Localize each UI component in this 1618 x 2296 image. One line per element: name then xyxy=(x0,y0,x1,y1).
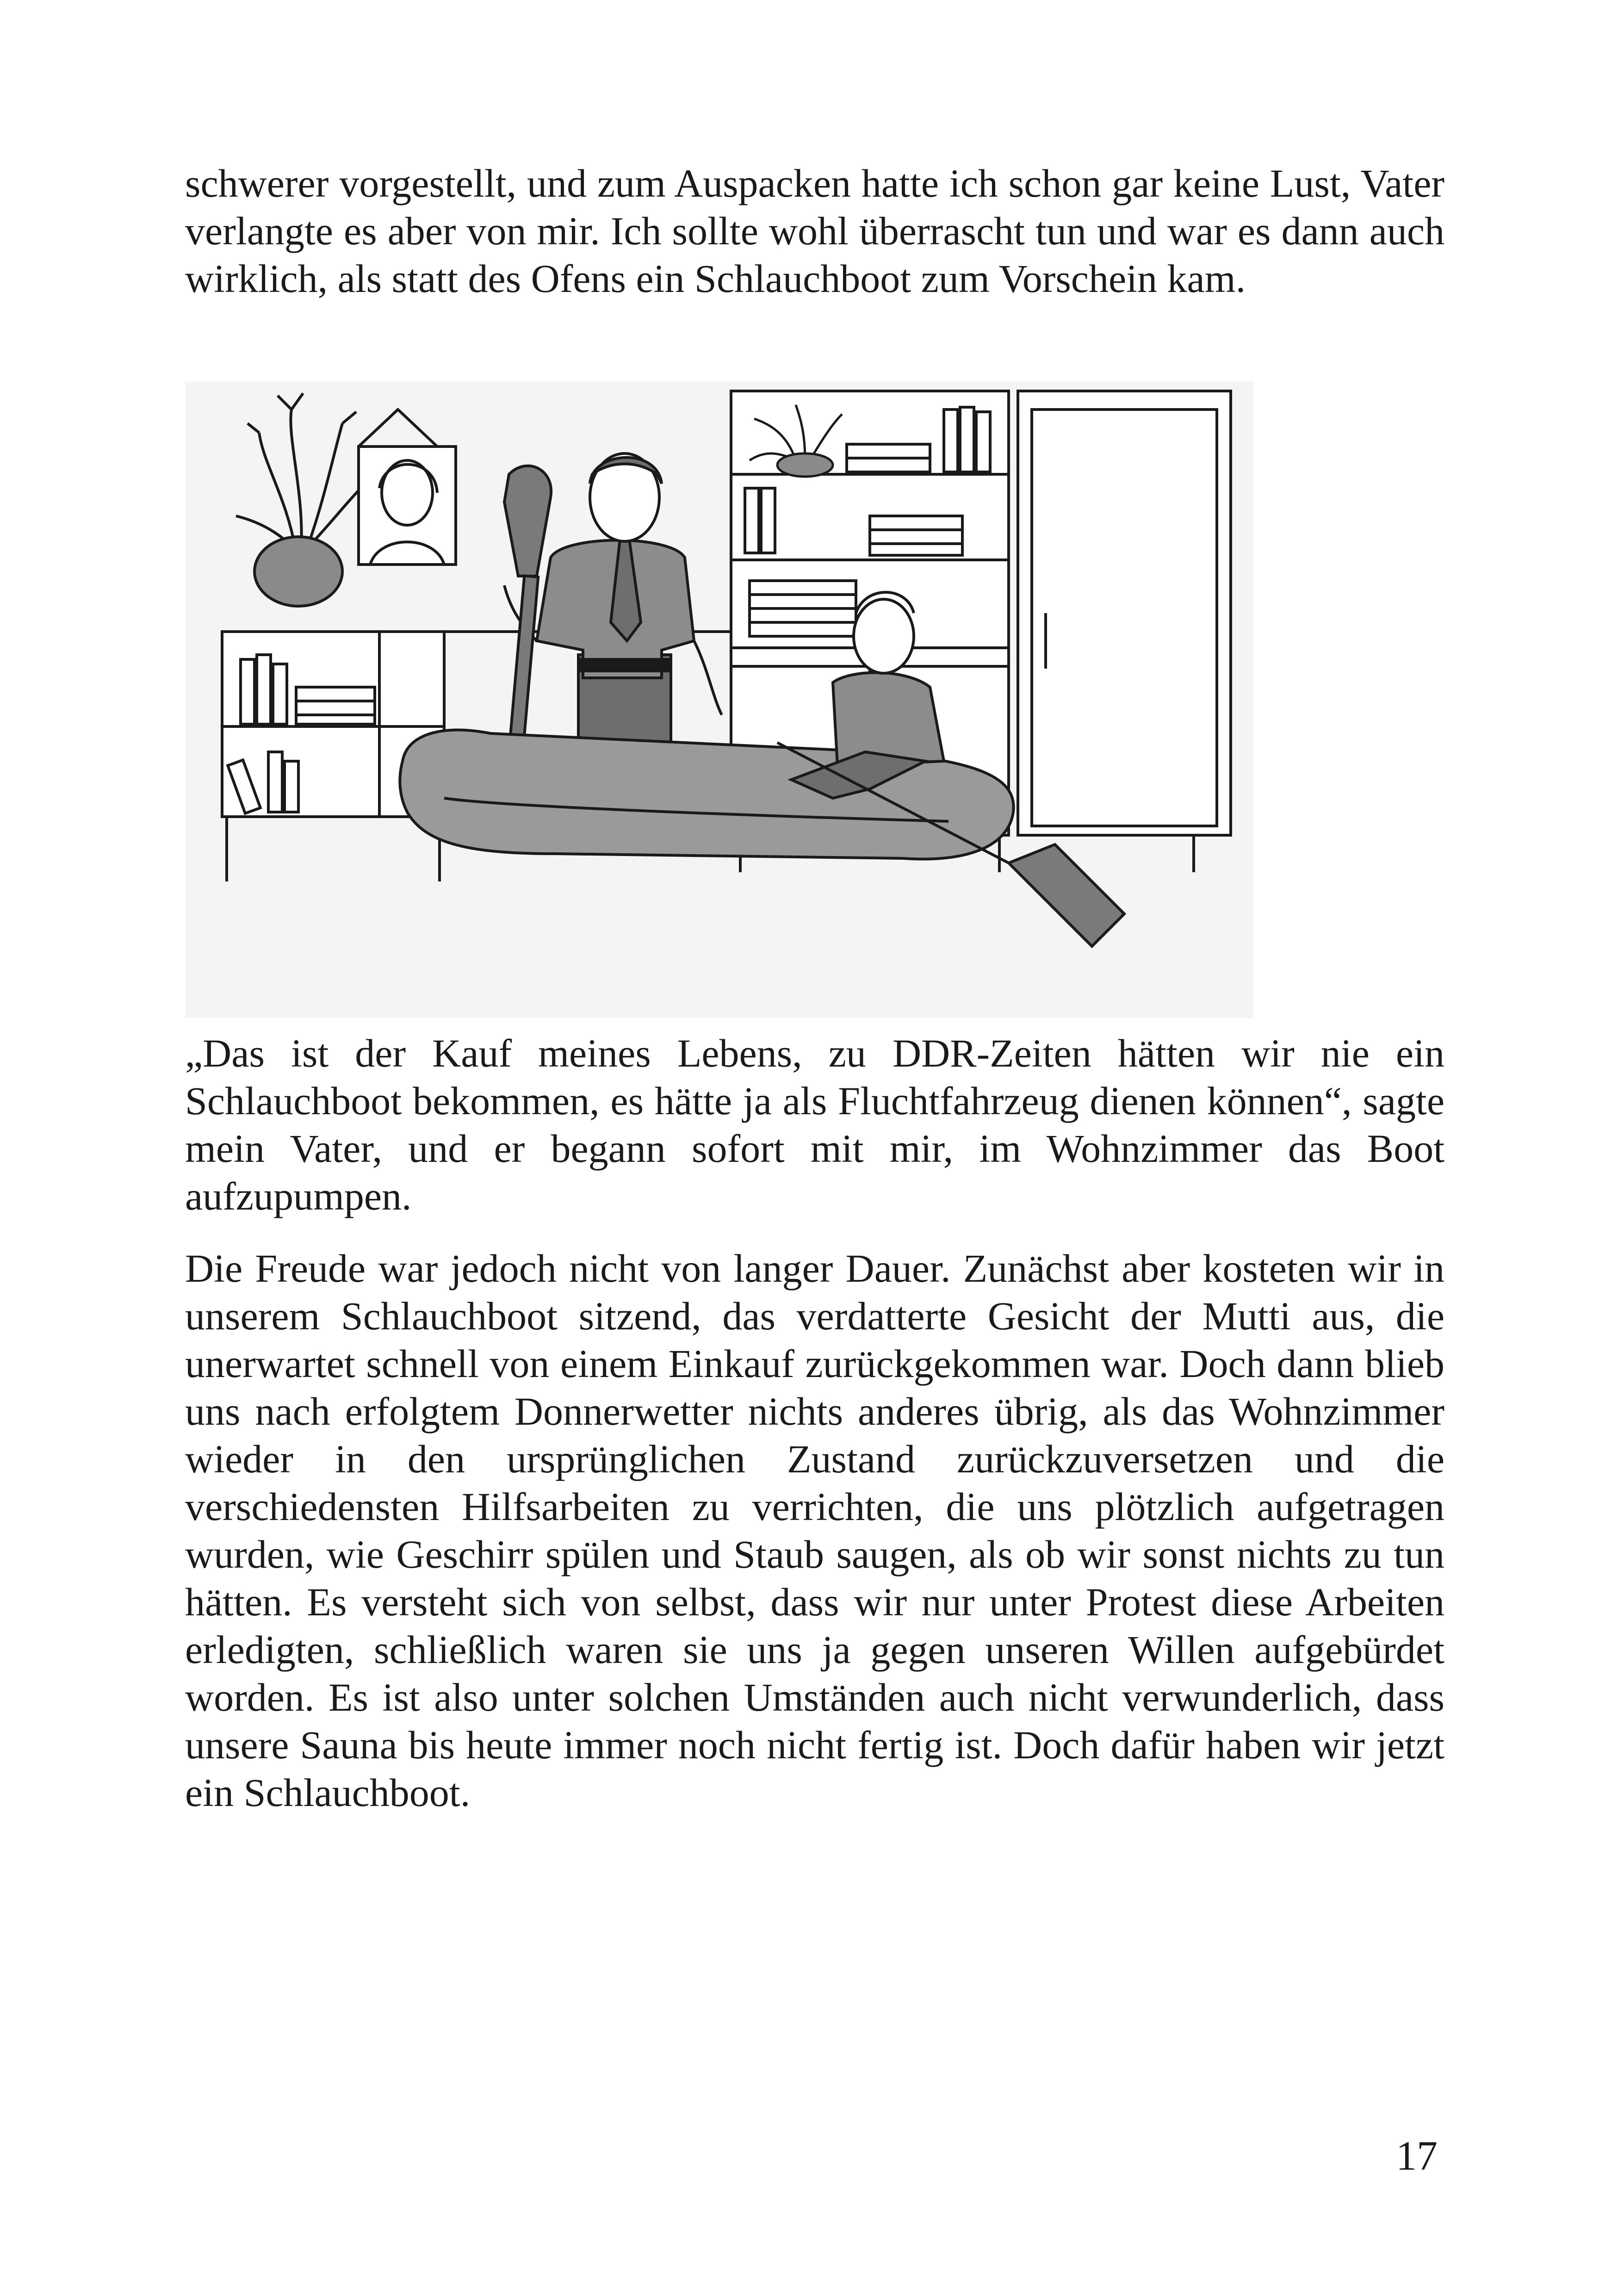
paragraph-1: schwerer vorgestellt, und zum Auspacken hatte ich schon gar keine Lust, Vater verlangte es aber von mir. Ich sollte wohl überrascht tun und war es dann auch wirklich, als statt des Ofens ein Schlauchboot zum Vorschein kam. xyxy=(185,161,1444,301)
paragraph-2: „Das ist der Kauf meines Lebens, zu DDR-Zeiten hätten wir nie ein Schlauchboot bekommen, es hätte ja als Fluchtfahrzeug dienen können“, sagte mein Vater, und er begann sofort mit mir, im Wohnzimmer das Boot aufzupumpen. xyxy=(185,1031,1444,1218)
paragraph-3: Die Freude war jedoch nicht von langer Dauer. Zunächst aber kosteten wir in unserem Schlauchboot sitzend, das verdatterte Gesicht der Mutti aus, die unerwartet schnell von einem Einkauf zurückgekommen war. Doch dann blieb uns nach erfolgtem Donnerwetter nichts anderes übrig, als das Wohnzimmer wieder in den ursprünglichen Zustand zurückzuversetzen und die verschiedensten Hilfsarbeiten zu verrichten, die uns plötzlich aufgetragen wurden, wie Geschirr spülen und Staub saugen, als ob wir sonst nichts zu tun hätten. Es versteht sich von selbst, dass wir nur unter Protest diese Arbeiten erledigten, schließlich waren sie uns ja gegen unseren Willen aufgebürdet worden. Es ist also unter solchen Umständen auch nicht verwunderlich, dass unsere Sauna bis heute immer noch nicht fertig ist. Doch dafür haben wir jetzt ein Schlauchboot. xyxy=(185,1246,1444,1815)
wardrobe xyxy=(1018,391,1231,872)
page-number: 17 xyxy=(1396,2133,1438,2179)
illustration-inflatable-boat xyxy=(185,382,1254,1018)
